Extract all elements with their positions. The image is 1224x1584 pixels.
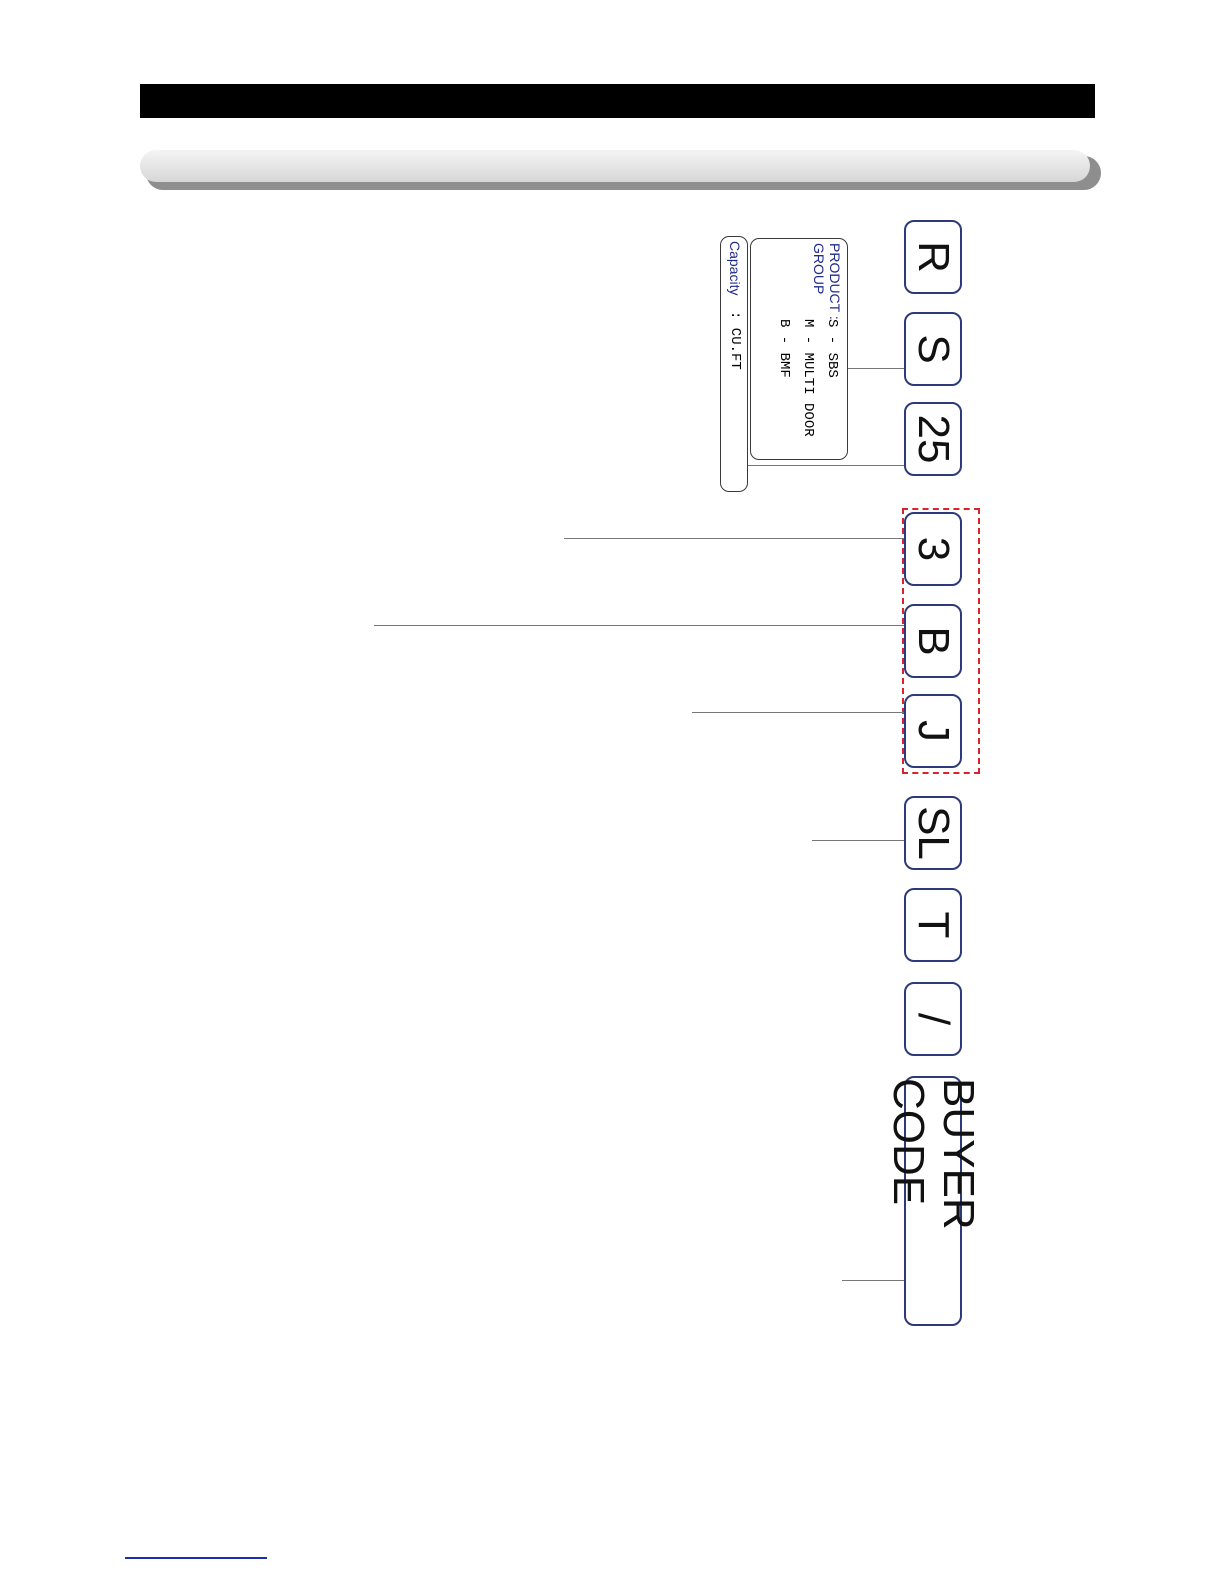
product-line: B - BMF [776, 319, 792, 378]
connector-line [746, 465, 904, 466]
group-label: GROUP [811, 243, 827, 295]
product-line: M - MULTI DOOR [800, 319, 816, 437]
code-box-sub-option: B [904, 604, 962, 678]
code-box-slash: / [904, 982, 962, 1056]
capacity-label: Capacity [727, 241, 743, 296]
code-box-buyer-code: BUYER CODE [904, 1076, 962, 1326]
capacity-box [720, 236, 748, 492]
code-box-color: SL [904, 796, 962, 870]
code-box-door-spec: T [904, 888, 962, 962]
footer-link-underline [125, 1557, 267, 1559]
product-group-box [750, 238, 848, 460]
connector-line [564, 538, 904, 539]
highlight-dashed-frame [902, 508, 980, 774]
connector-line [846, 368, 904, 369]
code-box-r: R [904, 220, 962, 294]
code-box-capacity: 25 [904, 402, 962, 476]
product-line: S - SBS [824, 319, 840, 378]
code-box-pjt: J [904, 694, 962, 768]
model-code-diagram [240, 220, 983, 1420]
header-black-bar [140, 84, 1095, 118]
code-box-main-option: 3 [904, 512, 962, 586]
connector-line [842, 1280, 904, 1281]
capacity-value: : CU.FT [727, 311, 743, 370]
product-label: PRODUCT : [827, 243, 843, 320]
section-pill [140, 150, 1090, 182]
connector-line [692, 712, 904, 713]
code-box-s: S [904, 312, 962, 386]
connector-line [812, 840, 904, 841]
connector-line [374, 625, 904, 626]
